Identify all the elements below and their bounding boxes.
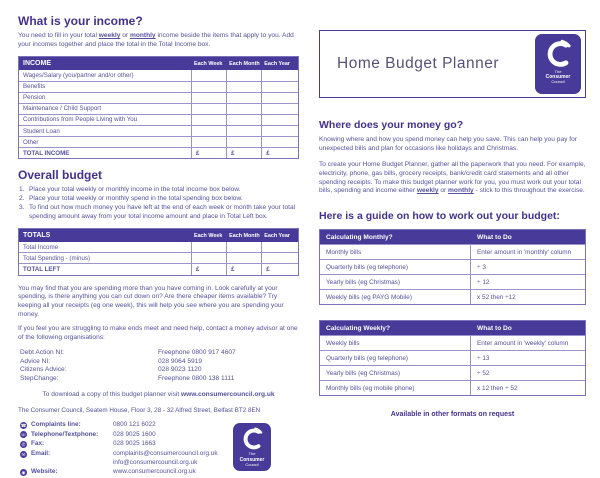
footer-contact-block [18, 421, 299, 478]
income-cell-month [227, 115, 262, 125]
monthly-header-question: Calculating Monthly? [326, 233, 393, 241]
money-go-p2-weekly: weekly [416, 187, 439, 195]
totals-table-body [19, 242, 298, 274]
totals-cell-year [262, 253, 298, 263]
income-cell-week [192, 126, 227, 136]
download-line [18, 391, 299, 398]
contact-row [20, 440, 233, 449]
organisation-phone: Freephone 0800 917 4607 [158, 348, 236, 356]
organisation-phone: 028 9064 5919 [158, 357, 203, 365]
monthly-row-bill-type: Quarterly bills (eg telephone) [320, 260, 471, 274]
monthly-table-row [320, 289, 585, 304]
contact-value: www.consumercouncil.org.uk [113, 468, 196, 476]
consumer-council-logo [535, 34, 581, 94]
income-cell-month [227, 104, 262, 114]
help-paragraph: If you feel you are struggling to make ends meet and need help, contact a money advisor at one of the following organisations: [18, 325, 298, 342]
income-table-header [19, 57, 298, 70]
income-table-body [19, 70, 298, 158]
contact-icon: ☏ [20, 432, 27, 438]
monthly-header-what-to-do: What to Do [477, 233, 512, 241]
budget-section-heading: Overall budget [18, 168, 103, 183]
weekly-header-what-to-do: What to Do [477, 324, 512, 332]
organisation-name: Debt Action NI: [20, 348, 64, 356]
income-cell-week [192, 104, 227, 114]
organisation-phone: Freephone 0800 138 1111 [158, 375, 235, 383]
totals-cell-week [192, 253, 227, 263]
weekly-row-action: x 12 then ÷ 52 [477, 384, 518, 392]
organisation-row [20, 358, 299, 367]
income-row-label: Student Loan [19, 126, 192, 136]
income-cell-year [262, 137, 298, 147]
monthly-table-header [320, 230, 585, 244]
income-col-each-month: Each Month [229, 60, 260, 67]
income-cell-week [192, 137, 227, 147]
contact-value: 028 9025 1663 [113, 440, 156, 448]
monthly-row-action: x 52 then ÷12 [477, 293, 516, 301]
income-cell-week [192, 115, 227, 125]
spending-advice-paragraph: You may find that you are spending more than you have coming in. Look carefully at your spending, is there anything you can cut down on? Are there cheaper items available? Try keeping all your receipts (eg one week), this will help you see where you are spending your money. [18, 284, 284, 318]
contact-row [20, 421, 233, 430]
totals-table-row [19, 242, 298, 252]
monthly-table-body [320, 244, 585, 304]
income-cell-month [227, 137, 262, 147]
income-row-label: Maintenance / Child Support [19, 104, 192, 114]
income-cell-year [262, 70, 298, 80]
contact-icon: ◉ [21, 469, 26, 475]
money-go-paragraph-2 [319, 161, 586, 197]
income-intro-mid: or [120, 32, 130, 39]
logo-line-consumer: Consumer [545, 74, 571, 81]
contact-label: Complaints line: [31, 421, 81, 429]
consumer-council-c-icon [542, 38, 574, 70]
organisation-phone: 028 9023 1120 [158, 366, 202, 374]
leaflet-title: Home Budget Planner [337, 55, 500, 72]
weekly-table-header [320, 321, 585, 335]
weekly-table-row [320, 380, 585, 395]
download-text: To download a copy of this budget planner visit [42, 391, 181, 399]
income-row-label: Pension [19, 93, 192, 103]
monthly-table-row [320, 274, 585, 289]
totals-cell-year [262, 242, 298, 252]
income-cell-year [262, 93, 298, 103]
guide-heading: Here is a guide on how to work out your budget: [319, 210, 560, 223]
totals-table-header [19, 229, 298, 242]
consumer-council-logo [233, 423, 271, 471]
totals-row-label: Total Spending - (minus) [19, 253, 192, 263]
budget-step-item: Place your total weekly or monthly income in the total income box below. [29, 186, 241, 194]
contact-icon: ✉ [21, 451, 26, 457]
logo-line-council: Council [245, 461, 259, 467]
monthly-row-action: ÷ 12 [477, 278, 490, 286]
organisation-name: Advice NI: [20, 357, 51, 365]
totals-cell-month [227, 242, 262, 252]
money-go-paragraph-1: Knowing where and how you spend money can help you save. This can help you pay for unexpected bills and plan for occasions like holidays and Christmas. [319, 136, 577, 152]
income-cell-year [262, 104, 298, 114]
weekly-table-row [320, 335, 585, 350]
income-table [18, 56, 299, 159]
weekly-row-bill-type: Weekly bills [320, 336, 471, 350]
budget-steps [18, 186, 299, 221]
contact-label: Email: [31, 450, 51, 458]
income-table-row [19, 114, 298, 125]
income-row-label: Contributions from People Living with You [19, 115, 192, 125]
address-line: The Consumer Council, Seatem House, Floor 3, 28 - 32 Alfred Street, Belfast BT2 8EN [18, 407, 261, 415]
page-left [18, 14, 299, 478]
contact-value: 028 9025 1600 [113, 430, 156, 438]
contact-label: Fax: [31, 440, 45, 448]
income-cell-month [227, 93, 262, 103]
contacts-list [20, 421, 233, 478]
income-row-label: Other [19, 137, 192, 147]
budget-step-item: To find out how much money you have left at the end of each week or month take your total spending amount away from your total income amount and place in Total Left box. [29, 203, 296, 220]
weekly-row-action: ÷ 13 [477, 354, 490, 362]
contact-value: 0800 121 6022 [113, 421, 156, 429]
income-table-row [19, 103, 298, 114]
organisation-row [20, 349, 299, 358]
contact-row [20, 431, 233, 440]
income-cell-month [227, 70, 262, 80]
monthly-row-action: Enter amount in 'monthly' column [477, 248, 572, 256]
totals-row-label: Total Income [19, 242, 192, 252]
income-cell-week [192, 82, 227, 92]
income-col-each-year: Each Year [264, 60, 290, 67]
totals-table-row [19, 263, 298, 274]
organisations-list [20, 349, 299, 384]
formats-note: Available in other formats on request [390, 411, 515, 419]
totals-col-each-month: Each Month [229, 232, 260, 239]
contact-label: Telephone/Textphone: [31, 430, 99, 438]
totals-cell-week [192, 242, 227, 252]
income-table-row [19, 92, 298, 103]
contact-icon: ✆ [21, 441, 26, 447]
income-row-label: Benefits [19, 82, 192, 92]
contact-row [20, 468, 233, 477]
income-cell-year [262, 126, 298, 136]
weekly-row-action: Enter amount in 'weekly' column [477, 339, 569, 347]
income-table-title: INCOME [23, 60, 51, 68]
income-cell-year: £ [266, 149, 270, 157]
income-section-heading: What is your income? [18, 14, 143, 28]
totals-table-title: TOTALS [23, 232, 51, 240]
logo-line-council: Council [551, 79, 565, 85]
money-go-heading: Where does your money go? [319, 119, 464, 131]
weekly-row-action: ÷ 52 [477, 369, 490, 377]
monthly-row-action: ÷ 3 [477, 263, 486, 271]
monthly-row-bill-type: Weekly bills (eg PAYG Mobile) [320, 290, 471, 304]
page-right [319, 30, 586, 418]
download-url: www.consumercouncil.org.uk [181, 391, 275, 399]
consumer-council-c-icon [239, 426, 265, 452]
money-go-p2-monthly: monthly [448, 187, 474, 195]
income-table-row [19, 70, 298, 80]
calculating-weekly-table [319, 320, 586, 396]
income-row-label: TOTAL INCOME [19, 148, 192, 158]
income-col-each-week: Each Week [193, 60, 223, 67]
income-intro-text [18, 32, 299, 49]
totals-cell-month: £ [227, 264, 262, 274]
logo-line-the: The [554, 69, 562, 74]
income-table-row [19, 125, 298, 136]
contact-icon: ☎ [20, 422, 27, 428]
money-go-p2-mid: or [438, 187, 449, 195]
monthly-table-row [320, 244, 585, 259]
organisation-name: Citizens Advice: [20, 366, 67, 374]
monthly-row-bill-type: Yearly bills (eg Christmas) [320, 275, 471, 289]
income-intro-post: income beside the items that apply to you. Add your incomes together and place the total in the Total Income box. [18, 32, 294, 48]
money-go-p2-pre: To create your Home Budget Planner, gather all the paperwork that you need. For example, electricity, phone, gas bills, grocery receipts, bank/credit card statements and all other spending receipts. To make this budget planner work for you, you must work out your total bills, spending and income either [319, 160, 586, 195]
income-cell-month [227, 126, 262, 136]
logo-line-the: The [248, 451, 256, 457]
monthly-row-bill-type: Monthly bills [320, 245, 471, 259]
income-table-row [19, 136, 298, 147]
organisation-row [20, 375, 299, 384]
income-intro-weekly: weekly [98, 32, 121, 39]
weekly-row-bill-type: Quarterly bills (eg telephone) [320, 351, 471, 365]
income-cell-week [192, 93, 227, 103]
income-cell-week: £ [192, 148, 227, 158]
logo-line-consumer: Consumer [239, 456, 265, 463]
weekly-header-question: Calculating Weekly? [326, 324, 391, 332]
income-intro-monthly: monthly [129, 32, 156, 39]
totals-cell-week: £ [192, 264, 227, 274]
weekly-row-bill-type: Monthly bills (eg mobile phone) [320, 381, 471, 395]
weekly-table-row [320, 365, 585, 380]
contact-label: Website: [31, 468, 58, 476]
organisation-name: StepChange: [20, 375, 59, 383]
contact-row [20, 450, 233, 467]
title-box [319, 30, 586, 98]
income-cell-month [227, 82, 262, 92]
income-row-label: Wages/Salary (you/partner and/or other) [19, 70, 192, 80]
contact-value: complaints@consumercouncil.org.uk info@consumercouncil.org.uk [113, 450, 218, 466]
income-cell-year [262, 115, 298, 125]
totals-row-label: TOTAL LEFT [19, 264, 192, 274]
income-table-row [19, 147, 298, 158]
totals-col-each-week: Each Week [193, 232, 223, 239]
monthly-table-row [320, 259, 585, 274]
income-cell-week [192, 70, 227, 80]
calculating-monthly-table [319, 229, 586, 305]
weekly-table-row [320, 350, 585, 365]
income-cell-month: £ [227, 148, 262, 158]
totals-cell-year: £ [266, 265, 270, 273]
income-intro-pre: You need to fill in your total [18, 32, 99, 39]
income-table-row [19, 81, 298, 92]
weekly-row-bill-type: Yearly bills (eg Christmas) [320, 366, 471, 380]
weekly-table-body [320, 335, 585, 395]
organisation-row [20, 366, 299, 375]
totals-table [18, 228, 299, 275]
totals-cell-month [227, 253, 262, 263]
totals-col-each-year: Each Year [264, 232, 290, 239]
budget-step-item: Place your total weekly or monthly spend in the total spending box below. [29, 195, 243, 203]
income-cell-year [262, 82, 298, 92]
money-go-p2-post: - stick to this throughout the exercise. [473, 187, 585, 195]
totals-table-row [19, 252, 298, 263]
